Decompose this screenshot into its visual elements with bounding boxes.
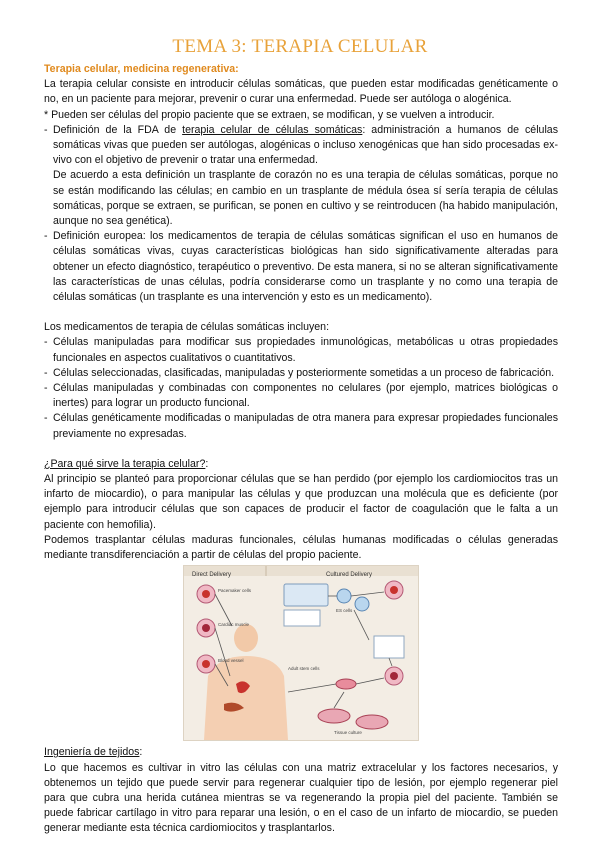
list-item: - Células manipuladas y combinadas con componentes no celulares (por ejemplo, matrices biológicas o inertes) para lograr un producto funcional.	[44, 381, 558, 411]
fda-prefix: Definición de la FDA de	[53, 123, 183, 136]
figure-left-label: Direct Delivery	[192, 572, 232, 579]
section-subtitle: Terapia celular, medicina regenerativa:	[44, 63, 239, 75]
intro-paragraph: La terapia celular consiste en introducir células somáticas, que pueden estar modificadas genéticamente o no, en un paciente para mejorar, prevenir o curar una enfermedad. Puede ser autóloga o alogénica.	[44, 78, 558, 106]
tissue-heading: Ingeniería de tejidos	[44, 746, 140, 759]
fda-text: : administración a humanos de células somáticas vivas que pueden ser autólogas, alogénicas o incluso xenogénicas que han sido procesadas ex-vivo con el objetivo de prevenir o tratar una enfermedad.	[53, 123, 558, 167]
spacer	[44, 305, 558, 320]
fda-definition	[44, 123, 558, 229]
document-body	[44, 62, 558, 837]
figure-caption: Cardiac muscle	[218, 622, 250, 628]
medicines-intro: Los medicamentos de terapia de células somáticas incluyen:	[44, 321, 330, 334]
head-shape	[234, 624, 258, 652]
section-heading-uses: ¿Para qué sirve la terapia celular?:	[44, 457, 209, 470]
figure-caption: ES cells	[336, 608, 353, 614]
uses-paragraph: Al principio se planteó para proporcionar células que se han perdido (por ejemplo los cardiomiocitos tras un infarto de miocardio), o para manipular las células y que produzcan una molécula que es deficiente (por ejemplo para introducir células que son capaces de producir el factor de coagulación que le falta a un paciente con hemofilia).	[44, 473, 558, 531]
uses-paragraph-2: Podemos trasplantar células maduras funcionales, células humanas modificadas o células generadas mediante transdiferenciación a partir de células del propio paciente.	[44, 533, 558, 562]
figure-caption: Tissue culture	[334, 730, 362, 736]
eu-definition: - Definición europea: los medicamentos de terapia de células somáticas significan el uso en humanos de células somáticas vivas, cuyas características biológicas han sido significativamente alteradas para obtener un efecto diagnóstico, terapéutico o preventivo. De esta manera, si no se alteran significativamente las características de unas células, podría considerarse como un trasplante y no como una terapia de células somáticas (un trasplante es una intervención y esto es un medicamento).	[44, 229, 558, 305]
fda-term: terapia celular de células somáticas	[182, 123, 363, 136]
definitions-list	[44, 123, 558, 305]
list-item: - Células manipuladas para modificar sus propiedades inmunológicas, metabólicas u otras propiedades funcionales en aspectos cualitativos o cuantitativos.	[44, 335, 558, 365]
list-item: - Células genéticamente modificadas o manipuladas de otra manera para expresar propiedades funcionales previamente no expresadas.	[44, 411, 558, 441]
spacer	[44, 442, 558, 457]
medicines-list	[44, 335, 558, 441]
page-title: TEMA 3: TERAPIA CELULAR	[172, 36, 428, 57]
cell-therapy-figure	[183, 565, 419, 741]
tissue-paragraph: Lo que hacemos es cultivar in vitro las células con una matriz extracelular y los factores necesarios, y obtenemos un tejido que puede servir para regenerar cualquier tipo de lesión, por ejemplo regenerar piel para que cubra una herida cutánea mientras se va regenerando la propia piel del paciente. También se puede fabricar cartílago in vitro para reparar una lesión, o en el caso de un infarto de miocardio, se pueden generar mediante esta técnica cardiomiocitos y trasplantarlos.	[44, 761, 558, 835]
figure-caption: Blood vessel	[218, 658, 244, 664]
figure-caption: Pacemaker cells	[218, 588, 252, 594]
uses-heading: ¿Para qué sirve la terapia celular?	[44, 457, 206, 470]
section-heading-tissue: Ingeniería de tejidos:	[44, 746, 143, 759]
torso-shape	[204, 656, 288, 740]
note-paragraph: * Pueden ser células del propio paciente que se extraen, se modifican, y se vuelven a introducir.	[44, 108, 495, 121]
figure-caption: Adult stem cells	[288, 666, 320, 672]
figure-right-label: Cultured Delivery	[326, 572, 373, 579]
list-item: - Células seleccionadas, clasificadas, manipuladas y posteriormente sometidas a un proceso de fabricación.	[44, 366, 558, 381]
fda-example: De acuerdo a esta definición un trasplante de corazón no es una terapia de células somáticas, porque no se están modificando las células; en cambio en un trasplante de médula ósea sí sería terapia de células somáticas, porque se extraen, se purifican, se ponen en cultivo y se reintroducen (ha habido manipulación, aunque no sea genética).	[53, 169, 558, 228]
